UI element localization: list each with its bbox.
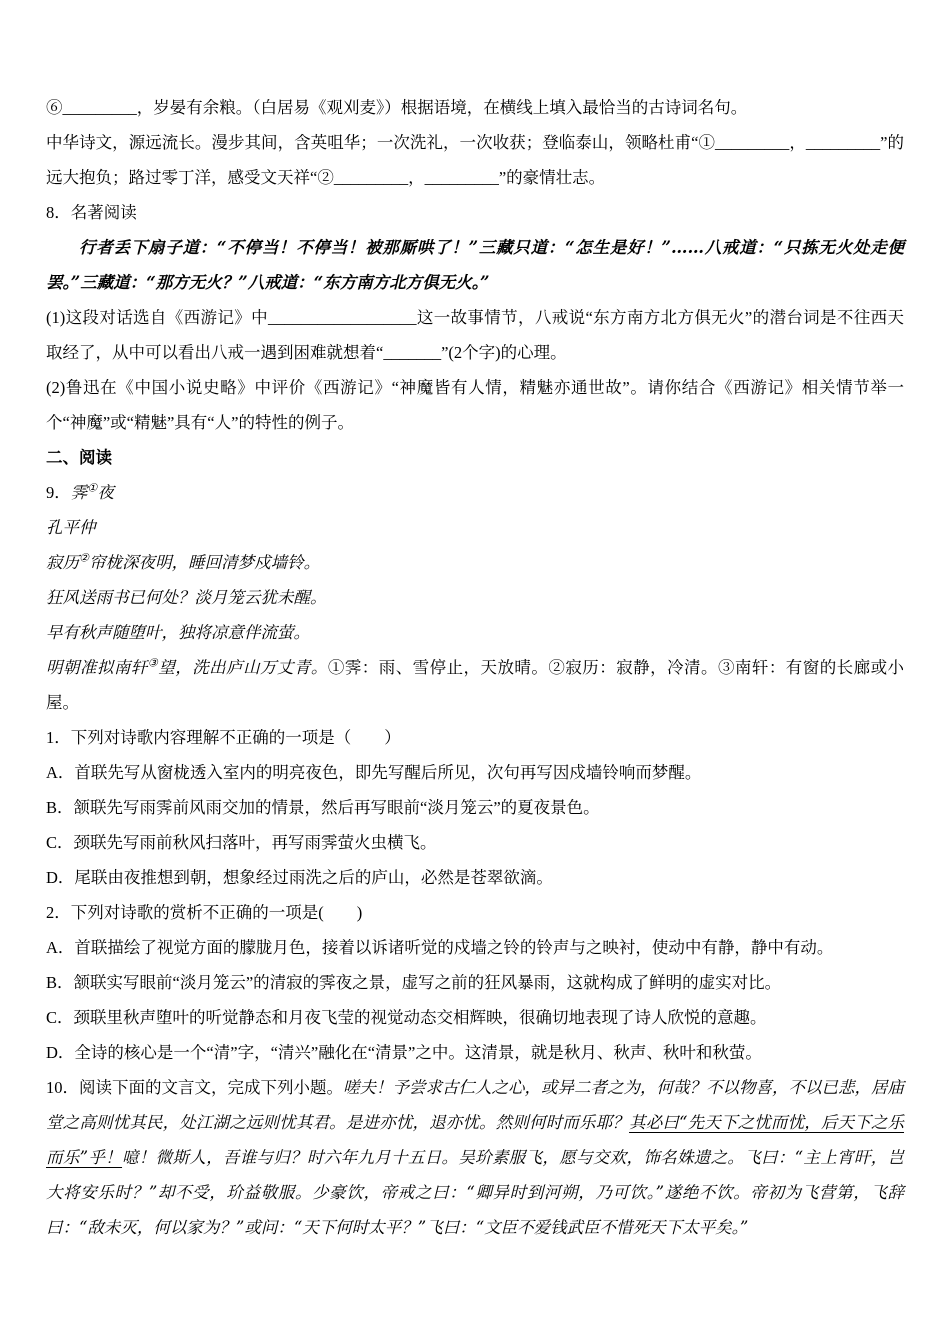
text-segment: D．全诗的核心是一个“清”字，“清兴”融化在“清景”之中。这清景，就是秋月、秋声、秋叶和秋萤。	[46, 1043, 762, 1062]
answer-blank: __________________	[267, 308, 417, 327]
text-segment: 狂风送雨书已何处？淡月笼云犹未醒。	[46, 588, 327, 607]
poem-line-2	[46, 580, 904, 615]
poem-line-1	[46, 545, 904, 580]
question-1-option-d	[46, 860, 904, 895]
answer-blank: _________	[62, 98, 137, 117]
question-8-part-1	[46, 300, 904, 370]
text-segment: ，岁晏有余粮。（白居易《观刈麦》）根据语境，在横线上填入最恰当的古诗词名句。	[136, 98, 748, 117]
question-8-part-2	[46, 370, 904, 440]
journey-west-quote	[46, 230, 904, 300]
text-segment: ”(2个字)的心理。	[441, 343, 567, 362]
poem-line-4-and-notes	[46, 650, 904, 720]
question-2-option-a	[46, 930, 904, 965]
fill-blank-item-6	[46, 90, 904, 125]
text-segment: ，	[408, 168, 425, 187]
text-segment: 夜	[97, 483, 114, 502]
text-segment: B．颔联实写眼前“淡月笼云”的清寂的霁夜之景，虚写之前的狂风暴雨，这就构成了鲜明的虚实对比。	[46, 973, 782, 992]
exam-document	[46, 0, 904, 1245]
poem-title	[46, 475, 904, 510]
text-segment: 孔平仲	[46, 518, 96, 537]
text-segment: 1．下列对诗歌内容理解不正确的一项是（ ）	[46, 728, 401, 747]
question-2-option-d	[46, 1035, 904, 1070]
text-segment: (2)鲁迅在《中国小说史略》中评价《西游记》“神魔皆有人情，精魅亦通世故”。请你结合《西游记》相关情节举一个“神魔”或“精魅”具有“人”的特性的例子。	[46, 378, 904, 432]
text-segment: 9．	[46, 483, 71, 502]
text-segment: D．尾联由夜推想到朝，想象经过雨洗之后的庐山，必然是苍翠欲滴。	[46, 868, 553, 887]
context-fill-paragraph	[46, 125, 904, 195]
text-segment: ②	[79, 551, 90, 565]
question-1-option-b	[46, 790, 904, 825]
text-segment: 明朝准拟南轩	[46, 658, 148, 677]
text-segment: 嗟夫！予尝求古仁人之心，或异二者之为，何哉？不以物喜，不以已悲，居庙堂之高则忧其民，处江湖之远则忧其君。是进亦忧，退亦忧。然则何时而乐耶？	[46, 1078, 904, 1132]
text-segment: 噫！微斯人，吾谁与归？时六年九月十五日。吴玠素服飞，愿与交欢，饰名姝遗之。飞曰：“主上宵旰，岂大将安乐时？”却不受，玠益敬服。少豪饮，帝戒之曰：“卿异时到河朔，乃可饮。”遂绝不饮。帝初为飞营第，飞辞曰：“敌未灭，何以家为？”或问：“天下何时太平？”飞曰：“文臣不爱钱武臣不惜死天下太平矣。”	[46, 1148, 905, 1237]
text-segment: C．颈联先写雨前秋风扫落叶，再写雨霁萤火虫横飞。	[46, 833, 437, 852]
text-segment: 中华诗文，源远流长。漫步其间，含英咀华；一次洗礼，一次收获；登临泰山，领略杜甫“①	[46, 133, 716, 152]
answer-blank: _________	[805, 133, 881, 152]
text-segment: ③	[147, 656, 159, 670]
poem-author	[46, 510, 904, 545]
text-segment: ，	[789, 133, 806, 152]
text-segment: 8．名著阅读	[46, 203, 137, 222]
text-segment: 早有秋声随堕叶，独将凉意伴流萤。	[46, 623, 310, 642]
text-segment: ”的豪情壮志。	[498, 168, 606, 187]
text-segment: 10．阅读下面的文言文，完成下列小题。	[46, 1078, 343, 1097]
text-segment: (1)这段对话选自《西游记》中	[46, 308, 268, 327]
answer-blank: _________	[715, 133, 790, 152]
text-segment: ①	[87, 481, 98, 495]
text-segment: A．首联描绘了视觉方面的朦胧月色，接着以诉诸听觉的戍墙之铃的铃声与之映衬，使动中有静，静中有动。	[46, 938, 834, 957]
answer-blank: _________	[424, 168, 499, 187]
poem-line-3	[46, 615, 904, 650]
question-2-option-c	[46, 1000, 904, 1035]
text-segment: A．首联先写从窗栊透入室内的明亮夜色，即先写醒后所见，次句再写因戍墙铃响而梦醒。	[46, 763, 702, 782]
question-8-heading	[46, 195, 904, 230]
question-2	[46, 895, 904, 930]
text-segment: 帘栊深夜明，睡回清梦戍墙铃。	[89, 553, 321, 572]
section-2-heading	[46, 440, 904, 475]
text-segment: 望，洗出庐山万丈青。	[158, 658, 328, 677]
text-segment: 行者丢下扇子道：“不停当！不停当！被那厮哄了！”三藏只道：“怎生是好！”……八戒道：“只拣无火处走便罢。”三藏道：“那方无火？”八戒道：“东方南方北方俱无火。”	[46, 238, 904, 292]
question-10-classical-passage	[46, 1070, 904, 1245]
question-2-option-b	[46, 965, 904, 1000]
question-1	[46, 720, 904, 755]
text-segment: 霁	[70, 483, 88, 502]
question-1-option-c	[46, 825, 904, 860]
text-segment: 寂历	[46, 553, 79, 572]
text-segment: B．颔联先写雨霁前风雨交加的情景，然后再写眼前“淡月笼云”的夏夜景色。	[46, 798, 600, 817]
text-segment: 这一故事情节，八戒说“东方南方北方俱无火”的潜台词是不往西天取经了，从中可以看出八戒一遇到困难就想着“	[46, 308, 904, 362]
text-segment: ”的远大抱负；路过零丁洋，感受文天祥“②	[46, 133, 905, 187]
underlined-text: 其必曰“先天下之忧而忧，后天下之乐而乐”乎！	[46, 1113, 905, 1167]
text-segment: ①霁：雨、雪停止，天放晴。②寂历：寂静，冷清。③南轩：有窗的长廊或小屋。	[46, 658, 905, 712]
text-segment: 二、阅读	[46, 448, 112, 467]
question-1-option-a	[46, 755, 904, 790]
text-segment: C．颈联里秋声堕叶的听觉静态和月夜飞莹的视觉动态交相辉映，很确切地表现了诗人欣悦的意趣。	[46, 1008, 767, 1027]
text-segment: 2．下列对诗歌的赏析不正确的一项是( )	[46, 903, 363, 922]
answer-blank: _______	[383, 343, 442, 362]
text-segment: ⑥	[46, 98, 63, 117]
answer-blank: _________	[333, 168, 409, 187]
